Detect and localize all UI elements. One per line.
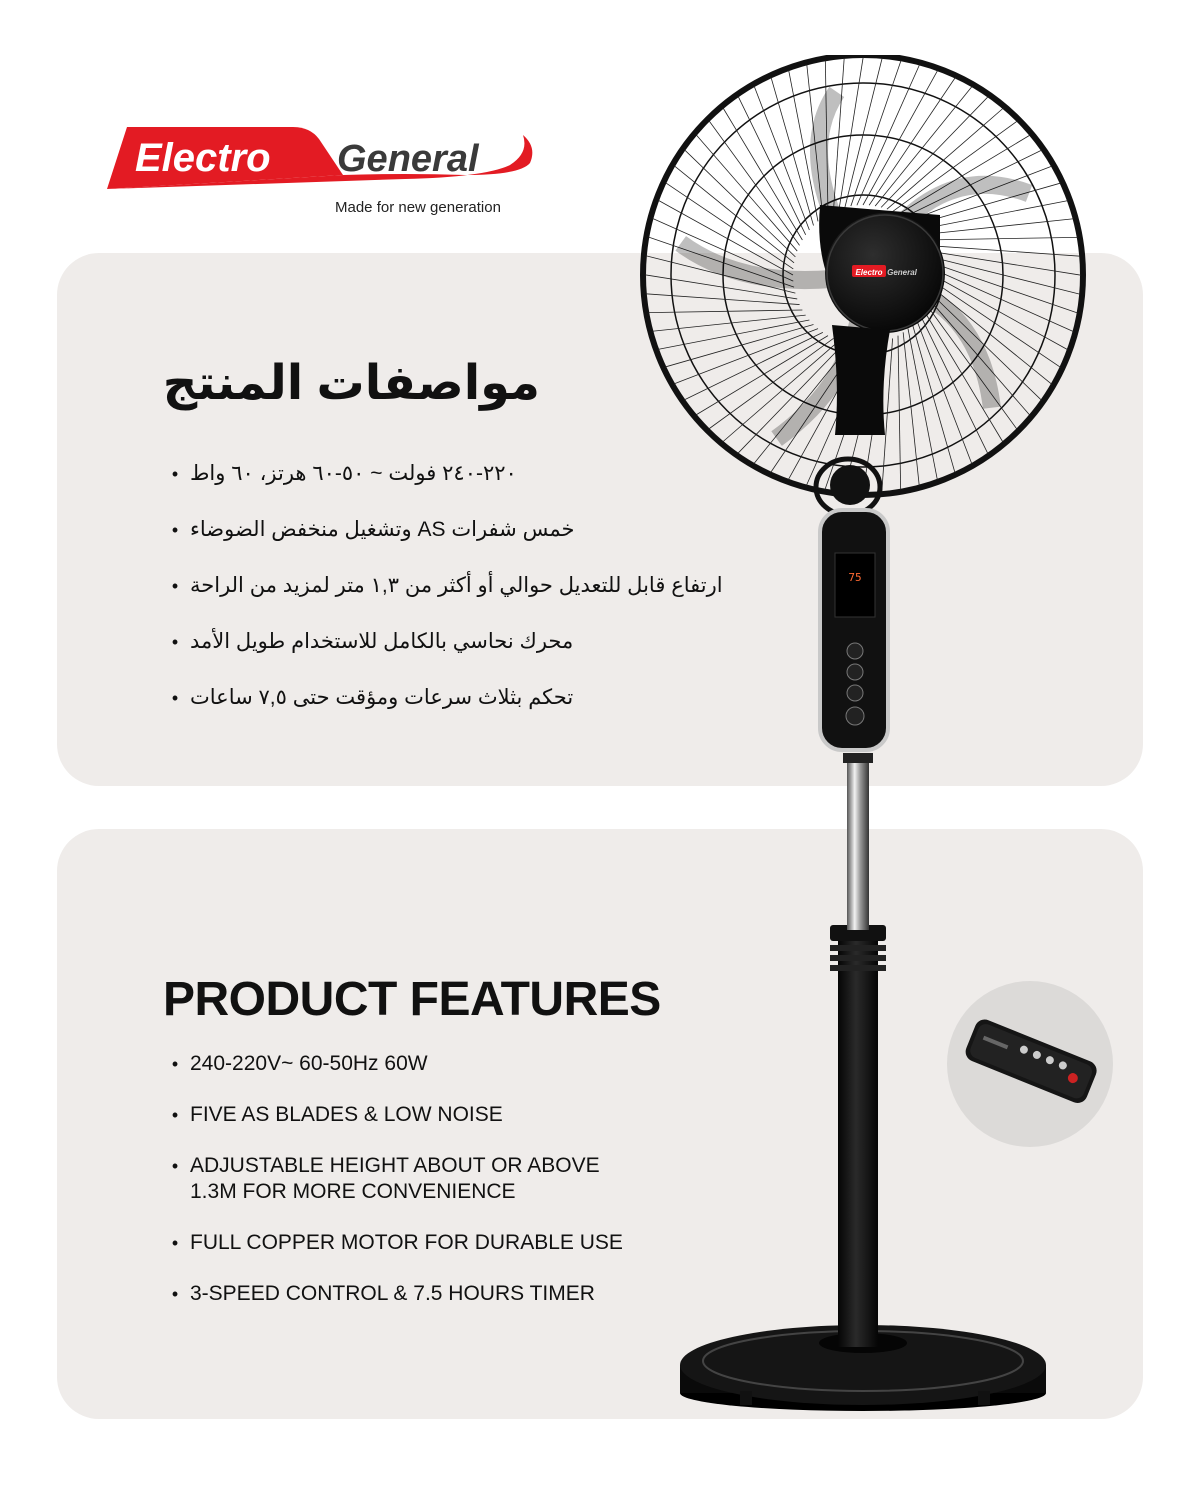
arabic-section-title: مواصفات المنتج xyxy=(162,357,540,410)
english-section-title: PRODUCT FEATURES xyxy=(163,973,661,1026)
bullet-dot-icon: • xyxy=(171,632,179,652)
arabic-bullet-text: محرك نحاسي بالكامل للاستخدام طويل الأمد xyxy=(190,630,574,653)
bullet-dot-icon: • xyxy=(171,520,179,540)
fan-lower-pole xyxy=(830,925,886,1347)
fan-chrome-pole xyxy=(847,755,869,930)
bullet-dot-icon: • xyxy=(171,688,179,708)
brand-tagline: Made for new generation xyxy=(335,199,501,216)
bullet-dot-icon: • xyxy=(171,1233,179,1253)
english-bullet-text: ADJUSTABLE HEIGHT ABOUT OR ABOVE 1.3M FOR MORE CONVENIENCE xyxy=(190,1154,600,1203)
bullet-dot-icon: • xyxy=(171,576,179,596)
remote-control-icon xyxy=(947,981,1113,1147)
english-bullet-item xyxy=(160,1051,680,1077)
svg-text:Electro: Electro xyxy=(855,268,883,277)
bullet-dot-icon: • xyxy=(171,1054,179,1074)
english-bullet-text: FIVE AS BLADES & LOW NOISE xyxy=(190,1103,503,1126)
english-bullet-item xyxy=(160,1281,680,1307)
fan-display xyxy=(835,553,875,617)
bullet-dot-icon: • xyxy=(171,1105,179,1125)
english-bullet-text: 3-SPEED CONTROL & 7.5 HOURS TIMER xyxy=(190,1282,595,1305)
arabic-bullet-text: تحكم بثلاث سرعات ومؤقت حتى ٧,٥ ساعات xyxy=(190,686,574,709)
english-bullet-text: 240-220V~ 60-50Hz 60W xyxy=(190,1052,428,1075)
english-bullet-text: FULL COPPER MOTOR FOR DURABLE USE xyxy=(190,1231,623,1254)
bullet-dot-icon: • xyxy=(171,464,179,484)
brand-name-electro: Electro xyxy=(135,136,271,180)
brand-logo-mark xyxy=(105,125,535,195)
arabic-bullet-text: ارتفاع قابل للتعديل حوالي أو أكثر من ١,٣ متر لمزيد من الراحة xyxy=(190,574,723,597)
english-bullet-item xyxy=(160,1230,680,1256)
english-bullet-item xyxy=(160,1102,680,1128)
english-bullet-list xyxy=(160,1051,680,1332)
bullet-dot-icon: • xyxy=(171,1156,179,1176)
fan-display-reading: 75 xyxy=(848,571,862,584)
bullet-dot-icon: • xyxy=(171,1284,179,1304)
remote-control-badge xyxy=(947,981,1113,1147)
svg-text:General: General xyxy=(887,268,917,277)
stand-fan-image xyxy=(640,55,1100,1425)
brand-logo xyxy=(105,125,535,225)
brand-name-general: General xyxy=(337,138,479,180)
english-bullet-item xyxy=(160,1153,680,1205)
arabic-bullet-text: ٢٢٠-٢٤٠ فولت ~ ٥٠-٦٠ هرتز، ٦٠ واط xyxy=(190,462,517,485)
arabic-bullet-text: خمس شفرات AS وتشغيل منخفض الضوضاء xyxy=(190,518,575,541)
